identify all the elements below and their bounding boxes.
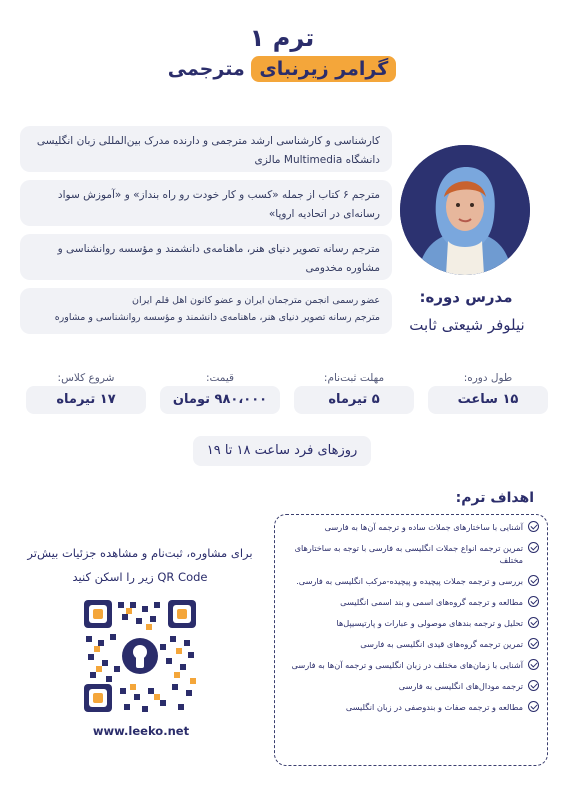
goal-text: آشنایی با زمان‌های مختلف در زبان انگلیسی و ترجمه آن‌ها به فارسی (291, 660, 523, 670)
cta-text-line1: برای مشاوره، ثبت‌نام و مشاهده جزئیات بیش‌تر (27, 546, 253, 560)
bio-item-membership (20, 288, 392, 334)
goal-item (281, 575, 539, 587)
goal-item (281, 638, 539, 650)
price-value: ۹۸۰،۰۰۰ تومان (160, 386, 280, 414)
duration-label: طول دوره: (463, 372, 513, 384)
goal-item (281, 617, 539, 629)
teacher-label: مدرس دوره: (419, 288, 513, 306)
start-value: ۱۷ تیرماه (26, 386, 146, 414)
check-icon (528, 638, 539, 649)
goal-text: مطالعه و ترجمه گروه‌های اسمی و بند اسمی انگلیسی (340, 597, 523, 607)
bio-membership-line2: مترجم رسانه تصویر دنیای هنر، ماهنامه‌ی دانشمند و مؤسسه روانشناسی و مشاوره (54, 312, 380, 323)
check-icon (528, 680, 539, 691)
goal-text: آشنایی با ساختارهای جملات ساده و ترجمه آن‌ها به فارسی (324, 522, 523, 532)
course-title (0, 58, 564, 80)
bio-item-books: مترجم ۶ کتاب از جمله «کسب و کار خودت رو راه بنداز» و «آموزش سواد رسانه‌ای در اتحادیه اروپا» (20, 180, 392, 226)
check-icon (528, 521, 539, 532)
bio-item-education: کارشناسی و کارشناسی ارشد مترجمی و دارنده مدرک بین‌المللی زبان انگلیسی دانشگاه Multimedia مالزی (20, 126, 392, 172)
check-icon (528, 659, 539, 670)
start-label: شروع کلاس: (57, 372, 115, 384)
goal-item (281, 521, 539, 533)
goal-item (281, 659, 539, 671)
check-icon (528, 617, 539, 628)
goal-text: تمرین ترجمه گروه‌های قیدی انگلیسی به فارسی (360, 639, 523, 649)
duration-value: ۱۵ ساعت (428, 386, 548, 414)
deadline-label: مهلت ثبت‌نام: (323, 372, 385, 384)
teacher-name: نیلوفر شیعتی ثابت (409, 316, 525, 334)
goal-item (281, 701, 539, 713)
price-label: قیمت: (205, 372, 235, 384)
bio-item-media: مترجم رسانه تصویر دنیای هنر، ماهنامه‌ی دانشمند و مؤسسه روانشناسی و مشاوره مخدومی (20, 234, 392, 280)
bio-membership-line1: عضو رسمی انجمن مترجمان ایران و عضو کانون اهل قلم ایران (131, 295, 380, 306)
check-icon (528, 542, 539, 553)
teacher-photo (400, 145, 530, 275)
teacher-photo-illustration (400, 145, 530, 275)
check-icon (528, 575, 539, 586)
class-schedule: روزهای فرد ساعت ۱۸ تا ۱۹ (193, 436, 371, 466)
goal-text: بررسی و ترجمه جملات پیچیده و پیچیده-مرکب انگلیسی به فارسی. (296, 576, 523, 586)
website-link[interactable]: www.leeko.net (92, 724, 190, 738)
course-title-highlight: گرامر زیرنبای (251, 56, 396, 82)
check-icon (528, 596, 539, 607)
goals-list (274, 514, 548, 766)
goals-title: اهداف ترم: (455, 490, 534, 506)
goal-text: تحلیل و ترجمه بندهای موصولی و عبارات و پارتیسیپل‌ها (336, 618, 523, 628)
course-title-suffix: مترجمی (167, 58, 245, 80)
qr-code[interactable] (80, 596, 200, 716)
cta-text-line2: QR Code زیر را اسکن کنید (72, 570, 208, 584)
goal-item (281, 542, 539, 566)
term-title: ترم ۱ (249, 24, 315, 52)
check-icon (528, 701, 539, 712)
qr-code-graphic (80, 596, 200, 716)
goal-item (281, 680, 539, 692)
goal-item (281, 596, 539, 608)
goal-text: ترجمه مودال‌های انگلیسی به فارسی (398, 681, 523, 691)
goal-text: مطالعه و ترجمه صفات و بندوصفی در زبان انگلیسی (345, 702, 523, 712)
deadline-value: ۵ تیرماه (294, 386, 414, 414)
goal-text: تمرین ترجمه انواع جملات انگلیسی به فارسی با توجه به ساختارهای مختلف (294, 543, 523, 565)
